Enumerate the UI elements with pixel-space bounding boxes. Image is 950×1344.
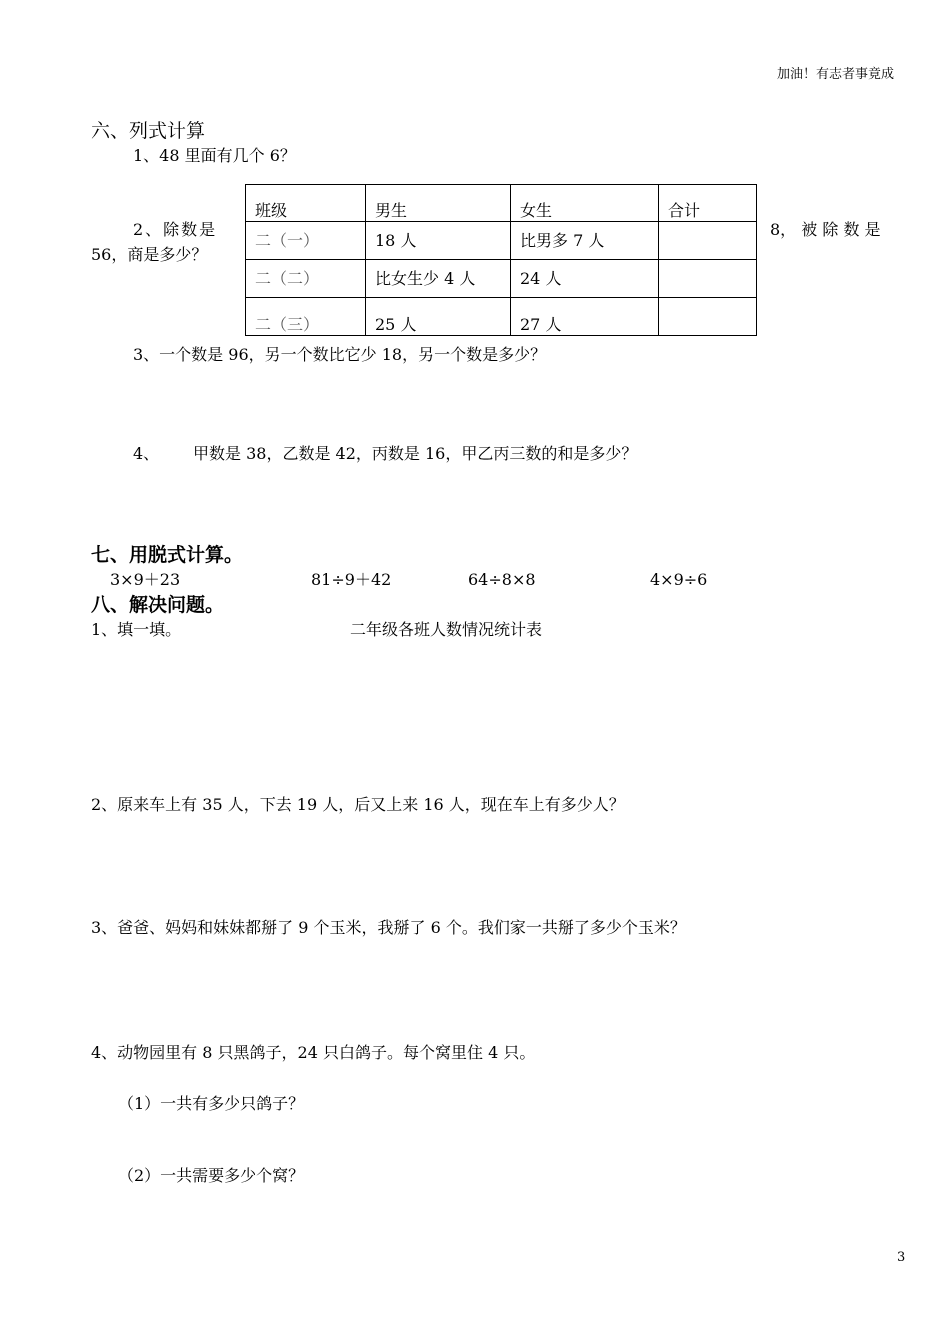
table-cell-girls: 24 人 xyxy=(511,260,659,298)
section6-q2-line2: 56，商是多少？ xyxy=(91,245,208,264)
section8-title: 八、解决问题。 xyxy=(91,594,225,616)
table-header-total: 合计 xyxy=(659,185,757,222)
table-header-boys: 男生 xyxy=(366,185,511,222)
table-header-row xyxy=(246,185,757,222)
header-motto: 加油！有志者事竟成 xyxy=(777,67,895,82)
table-header-girls: 女生 xyxy=(511,185,659,222)
section8-q4-part1: （1）一共有多少只鸽子？ xyxy=(118,1094,305,1113)
section8-q4-part2: （2）一共需要多少个窝？ xyxy=(118,1166,305,1185)
section6-q2-right: 8， 被 除 数 是 xyxy=(770,220,881,239)
table-row xyxy=(246,260,757,298)
table-cell-boys: 25 人 xyxy=(366,298,511,336)
table-caption: 二年级各班人数情况统计表 xyxy=(350,620,543,639)
section7-expr-4: 4×9÷6 xyxy=(650,570,708,589)
table-cell-boys: 18 人 xyxy=(366,222,511,260)
table-cell-class: 二（二） xyxy=(246,260,366,298)
section7-expr-3: 64÷8×8 xyxy=(468,570,536,589)
table-cell-class: 二（一） xyxy=(246,222,366,260)
table-cell-boys: 比女生少 4 人 xyxy=(366,260,511,298)
section6-q1: 1、48 里面有几个 6？ xyxy=(133,146,296,165)
section6-q4-text: 甲数是 38，乙数是 42，丙数是 16，甲乙丙三数的和是多少？ xyxy=(193,444,638,463)
table-cell-class: 二（三） xyxy=(246,298,366,336)
section6-title: 六、列式计算 xyxy=(91,120,206,142)
section6-q4-number: 4、 xyxy=(133,444,160,463)
page-number: 3 xyxy=(897,1250,906,1265)
section8-q2: 2、原来车上有 35 人，下去 19 人，后又上来 16 人，现在车上有多少人？ xyxy=(91,795,625,814)
section7-title: 七、用脱式计算。 xyxy=(91,544,244,566)
section6-q2-left: 2、除数是 xyxy=(133,220,218,239)
section8-q1: 1、填一填。 xyxy=(91,620,182,639)
table-cell-girls: 27 人 xyxy=(511,298,659,336)
section8-q3: 3、爸爸、妈妈和妹妹都掰了 9 个玉米，我掰了 6 个。我们家一共掰了多少个玉米？ xyxy=(91,918,686,937)
section7-expr-1: 3×9＋23 xyxy=(110,570,181,589)
table-cell-total[interactable] xyxy=(659,298,757,336)
section8-q4: 4、动物园里有 8 只黑鸽子，24 只白鸽子。每个窝里住 4 只。 xyxy=(91,1043,536,1062)
table-cell-girls: 比男多 7 人 xyxy=(511,222,659,260)
table-cell-total[interactable] xyxy=(659,222,757,260)
section7-expr-2: 81÷9＋42 xyxy=(311,570,392,589)
table-header-class: 班级 xyxy=(246,185,366,222)
table-cell-total[interactable] xyxy=(659,260,757,298)
section6-q3: 3、一个数是 96，另一个数比它少 18，另一个数是多少？ xyxy=(133,345,547,364)
table-row xyxy=(246,298,757,336)
table-row xyxy=(246,222,757,260)
class-stats-table xyxy=(245,184,757,336)
